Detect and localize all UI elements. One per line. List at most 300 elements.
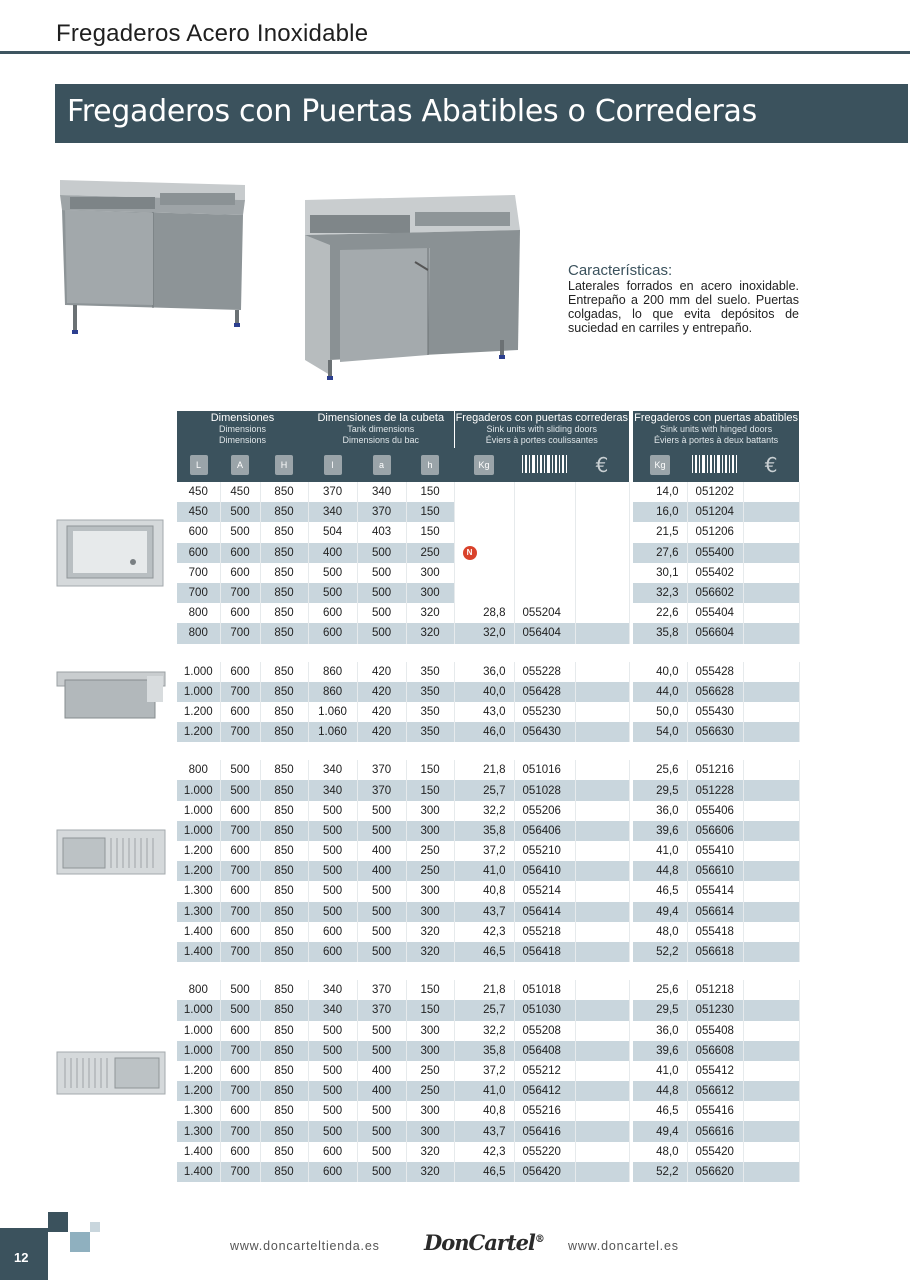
cell-sliding-code — [514, 563, 575, 583]
table-row — [177, 1142, 799, 1162]
cell-hinged-weight: 46,5 — [633, 1101, 687, 1121]
cell-tank-length: 500 — [308, 902, 357, 922]
cell-sliding-weight: 40,8 — [454, 1101, 514, 1121]
cell-sliding-weight: 35,8 — [454, 1041, 514, 1061]
cell-width: 600 — [220, 543, 260, 563]
cell-hinged-price — [743, 682, 799, 702]
cell-sliding-code: 055212 — [514, 1061, 575, 1081]
cell-sliding-weight: 32,2 — [454, 801, 514, 821]
cell-hinged-price — [743, 942, 799, 962]
table-row — [177, 482, 799, 502]
price-table — [177, 411, 799, 1182]
cell-tank-length: 500 — [308, 861, 357, 881]
table-row — [177, 1041, 799, 1061]
cell-tank-length: 340 — [308, 1000, 357, 1020]
cell-sliding-code: 055230 — [514, 702, 575, 722]
cell-tank-height: 300 — [406, 583, 454, 603]
cell-tank-width: 370 — [357, 502, 406, 522]
cell-hinged-code: 055410 — [687, 841, 743, 861]
cell-tank-length: 600 — [308, 1162, 357, 1182]
cell-length: 1.000 — [177, 662, 220, 682]
sink-top-single-bowl — [55, 518, 165, 590]
cell-sliding-code: 051030 — [514, 1000, 575, 1020]
cell-sliding-code: 056408 — [514, 1041, 575, 1061]
cell-hinged-weight: 36,0 — [633, 801, 687, 821]
cell-tank-width: 500 — [357, 1021, 406, 1041]
cell-width: 700 — [220, 861, 260, 881]
cell-tank-height: 320 — [406, 1162, 454, 1182]
cell-hinged-code: 051216 — [687, 760, 743, 780]
cell-length: 1.200 — [177, 841, 220, 861]
barcode-icon — [521, 454, 569, 474]
cell-height: 850 — [260, 662, 308, 682]
cell-sliding-price — [575, 522, 629, 542]
cell-length: 600 — [177, 522, 220, 542]
footer-squares-decoration — [48, 1210, 103, 1255]
table-row — [177, 760, 799, 780]
page-title: Fregaderos con Puertas Abatibles o Correderas — [67, 94, 757, 129]
cell-sliding-weight: 40,8 — [454, 881, 514, 901]
cell-tank-length: 500 — [308, 1081, 357, 1101]
weight-icon: Kg — [650, 455, 670, 475]
cell-sliding-code: 056414 — [514, 902, 575, 922]
cell-length: 1.400 — [177, 922, 220, 942]
cell-hinged-code: 051206 — [687, 522, 743, 542]
cell-tank-length: 500 — [308, 1101, 357, 1121]
cell-sliding-code: 055216 — [514, 1101, 575, 1121]
cell-height: 850 — [260, 702, 308, 722]
cell-length: 1.000 — [177, 1000, 220, 1020]
cell-hinged-weight: 44,0 — [633, 682, 687, 702]
brand-logo: DonCartel® — [424, 1230, 544, 1255]
cell-tank-length: 600 — [308, 623, 357, 643]
cell-width: 700 — [220, 682, 260, 702]
header-tank-dimensions: Dimensiones de la cubeta Tank dimensions Dimensions du bac — [308, 411, 454, 448]
cell-width: 600 — [220, 662, 260, 682]
cell-hinged-code: 056608 — [687, 1041, 743, 1061]
cell-hinged-price — [743, 902, 799, 922]
cell-height: 850 — [260, 522, 308, 542]
cell-height: 850 — [260, 1142, 308, 1162]
cell-height: 850 — [260, 543, 308, 563]
cell-tank-length: 1.060 — [308, 702, 357, 722]
cell-sliding-code: 056418 — [514, 942, 575, 962]
cell-tank-height: 350 — [406, 722, 454, 742]
cell-sliding-price — [575, 482, 629, 502]
cell-width: 700 — [220, 1162, 260, 1182]
cell-tank-length: 600 — [308, 603, 357, 623]
cell-sliding-price — [575, 1041, 629, 1061]
cell-sliding-code: 056416 — [514, 1121, 575, 1141]
cell-sliding-code — [514, 543, 575, 563]
length-icon: L — [190, 455, 208, 475]
cell-hinged-weight: 39,6 — [633, 1041, 687, 1061]
cell-tank-height: 150 — [406, 482, 454, 502]
cell-sliding-price — [575, 1061, 629, 1081]
cell-length: 1.200 — [177, 702, 220, 722]
table-row — [177, 922, 799, 942]
cell-hinged-code: 055402 — [687, 563, 743, 583]
features-heading: Características: — [568, 262, 673, 279]
cell-tank-width: 340 — [357, 482, 406, 502]
cell-sliding-weight: 42,3 — [454, 1142, 514, 1162]
cell-width: 700 — [220, 1081, 260, 1101]
cell-width: 600 — [220, 702, 260, 722]
tank-width-icon: a — [373, 455, 391, 475]
title-bar — [55, 84, 908, 143]
barcode-icon — [691, 454, 739, 474]
cell-sliding-code: 051016 — [514, 760, 575, 780]
cell-tank-width: 400 — [357, 841, 406, 861]
cell-tank-height: 150 — [406, 760, 454, 780]
cell-hinged-weight: 14,0 — [633, 482, 687, 502]
cell-hinged-weight: 29,5 — [633, 780, 687, 800]
cell-hinged-weight: 39,6 — [633, 821, 687, 841]
cell-tank-height: 320 — [406, 623, 454, 643]
section-title: Fregaderos Acero Inoxidable — [56, 20, 369, 47]
cell-tank-width: 400 — [357, 1061, 406, 1081]
table-row — [177, 1021, 799, 1041]
page-number: 12 — [14, 1250, 29, 1265]
cell-tank-width: 500 — [357, 1041, 406, 1061]
cell-length: 1.400 — [177, 942, 220, 962]
features-block — [568, 262, 799, 335]
cell-sliding-price — [575, 1121, 629, 1141]
cell-length: 800 — [177, 603, 220, 623]
cell-hinged-price — [743, 980, 799, 1000]
cell-hinged-price — [743, 623, 799, 643]
table-row — [177, 522, 799, 542]
cell-sliding-price — [575, 662, 629, 682]
cell-sliding-price — [575, 623, 629, 643]
cell-tank-length: 370 — [308, 482, 357, 502]
tank-length-icon: l — [324, 455, 342, 475]
cell-sliding-price — [575, 502, 629, 522]
footer-link-site[interactable]: www.doncartel.es — [568, 1239, 679, 1253]
section-spacer — [177, 962, 799, 980]
cell-tank-length: 600 — [308, 1142, 357, 1162]
table-row — [177, 980, 799, 1000]
cell-hinged-weight: 22,6 — [633, 603, 687, 623]
cell-length: 1.200 — [177, 861, 220, 881]
cell-tank-height: 250 — [406, 1081, 454, 1101]
table-row — [177, 543, 799, 563]
cell-sliding-code — [514, 502, 575, 522]
cell-tank-width: 400 — [357, 861, 406, 881]
cell-sliding-code — [514, 522, 575, 542]
cell-tank-width: 500 — [357, 1121, 406, 1141]
cell-hinged-weight: 52,2 — [633, 1162, 687, 1182]
cell-tank-length: 340 — [308, 980, 357, 1000]
cell-sliding-weight: 21,8 — [454, 760, 514, 780]
cell-tank-height: 150 — [406, 502, 454, 522]
cell-sliding-weight: 46,0 — [454, 722, 514, 742]
cell-length: 450 — [177, 482, 220, 502]
cell-width: 700 — [220, 821, 260, 841]
cell-sliding-weight: 46,5 — [454, 1162, 514, 1182]
table-row — [177, 801, 799, 821]
cell-hinged-price — [743, 482, 799, 502]
cell-length: 1.400 — [177, 1142, 220, 1162]
cell-hinged-weight: 44,8 — [633, 1081, 687, 1101]
cell-tank-height: 350 — [406, 702, 454, 722]
header-rule — [0, 51, 910, 54]
cell-hinged-weight: 29,5 — [633, 1000, 687, 1020]
cell-width: 600 — [220, 1061, 260, 1081]
cell-tank-width: 420 — [357, 662, 406, 682]
cell-sliding-price — [575, 760, 629, 780]
cell-hinged-code: 055430 — [687, 702, 743, 722]
cell-hinged-price — [743, 603, 799, 623]
cell-width: 500 — [220, 760, 260, 780]
cell-sliding-price — [575, 603, 629, 623]
footer-link-shop[interactable]: www.doncarteltienda.es — [230, 1239, 380, 1253]
cell-width: 500 — [220, 1000, 260, 1020]
table-row — [177, 1061, 799, 1081]
cell-tank-length: 600 — [308, 942, 357, 962]
cell-sliding-price — [575, 1101, 629, 1121]
cell-sliding-weight: 35,8 — [454, 821, 514, 841]
cell-tank-height: 300 — [406, 1121, 454, 1141]
cell-length: 1.300 — [177, 1101, 220, 1121]
cell-hinged-price — [743, 543, 799, 563]
cell-tank-length: 500 — [308, 1041, 357, 1061]
cell-hinged-price — [743, 502, 799, 522]
new-badge-icon: N — [463, 546, 477, 560]
cell-sliding-weight — [454, 583, 514, 603]
cell-hinged-code: 056614 — [687, 902, 743, 922]
cell-hinged-price — [743, 1061, 799, 1081]
cell-hinged-weight: 21,5 — [633, 522, 687, 542]
cell-hinged-code: 056628 — [687, 682, 743, 702]
cell-hinged-weight: 32,3 — [633, 583, 687, 603]
cell-hinged-price — [743, 1000, 799, 1020]
price-euro-icon: € — [595, 453, 609, 477]
cell-width: 450 — [220, 482, 260, 502]
cell-hinged-code: 055412 — [687, 1061, 743, 1081]
cell-hinged-price — [743, 563, 799, 583]
cell-hinged-price — [743, 1142, 799, 1162]
sink-cabinet-photo-hinged — [300, 190, 525, 385]
cell-tank-height: 300 — [406, 1041, 454, 1061]
cell-hinged-price — [743, 662, 799, 682]
cell-hinged-code: 051202 — [687, 482, 743, 502]
cell-width: 700 — [220, 623, 260, 643]
cell-length: 800 — [177, 623, 220, 643]
section-spacer — [177, 644, 799, 662]
cell-hinged-code: 055404 — [687, 603, 743, 623]
cell-width: 500 — [220, 780, 260, 800]
cell-tank-length: 500 — [308, 583, 357, 603]
cell-sliding-price — [575, 902, 629, 922]
cell-sliding-code: 056410 — [514, 861, 575, 881]
cell-length: 1.000 — [177, 1041, 220, 1061]
cell-sliding-weight — [454, 482, 514, 502]
cell-tank-length: 860 — [308, 682, 357, 702]
cell-sliding-code: 056406 — [514, 821, 575, 841]
cell-width: 500 — [220, 502, 260, 522]
cell-hinged-code: 055400 — [687, 543, 743, 563]
cell-hinged-price — [743, 722, 799, 742]
cell-height: 850 — [260, 1000, 308, 1020]
cell-sliding-price — [575, 543, 629, 563]
cell-length: 1.300 — [177, 1121, 220, 1141]
table-row — [177, 1000, 799, 1020]
header-sliding-doors: Fregaderos con puertas correderas Sink units with sliding doors Éviers à portes coulissantes — [454, 411, 629, 448]
price-euro-icon: € — [764, 453, 778, 477]
cell-hinged-price — [743, 583, 799, 603]
cell-sliding-weight: 41,0 — [454, 1081, 514, 1101]
cell-height: 850 — [260, 623, 308, 643]
table-row — [177, 623, 799, 643]
cell-sliding-price — [575, 861, 629, 881]
cell-tank-width: 500 — [357, 1162, 406, 1182]
cell-height: 850 — [260, 1041, 308, 1061]
cell-hinged-price — [743, 522, 799, 542]
cell-tank-width: 500 — [357, 543, 406, 563]
cell-sliding-price — [575, 1081, 629, 1101]
cell-height: 850 — [260, 821, 308, 841]
table-row — [177, 861, 799, 881]
cell-hinged-weight: 46,5 — [633, 881, 687, 901]
cell-height: 850 — [260, 980, 308, 1000]
cell-sliding-weight: 40,0 — [454, 682, 514, 702]
cell-tank-length: 500 — [308, 821, 357, 841]
cell-height: 850 — [260, 603, 308, 623]
weight-icon: Kg — [474, 455, 494, 475]
cell-tank-height: 300 — [406, 1021, 454, 1041]
cell-tank-length: 1.060 — [308, 722, 357, 742]
cell-hinged-price — [743, 780, 799, 800]
cell-hinged-code: 055408 — [687, 1021, 743, 1041]
cell-sliding-price — [575, 942, 629, 962]
cell-tank-width: 403 — [357, 522, 406, 542]
cell-height: 850 — [260, 482, 308, 502]
cell-length: 1.300 — [177, 902, 220, 922]
cell-hinged-weight: 30,1 — [633, 563, 687, 583]
cell-sliding-weight — [454, 563, 514, 583]
table-row — [177, 682, 799, 702]
cell-tank-height: 250 — [406, 861, 454, 881]
cell-height: 850 — [260, 841, 308, 861]
cell-tank-height: 300 — [406, 821, 454, 841]
header-hinged-doors: Fregaderos con puertas abatibles Sink units with hinged doors Éviers à portes à deux battants — [633, 411, 799, 448]
cell-hinged-weight: 48,0 — [633, 1142, 687, 1162]
cell-tank-width: 370 — [357, 1000, 406, 1020]
cell-hinged-code: 056602 — [687, 583, 743, 603]
cell-tank-height: 320 — [406, 942, 454, 962]
cell-tank-width: 370 — [357, 760, 406, 780]
cell-sliding-weight: 43,7 — [454, 1121, 514, 1141]
cell-tank-height: 320 — [406, 1142, 454, 1162]
cell-width: 600 — [220, 603, 260, 623]
cell-sliding-weight: 46,5 — [454, 942, 514, 962]
sink-top-deep-bowl — [55, 666, 167, 722]
cell-sliding-code: 056412 — [514, 1081, 575, 1101]
cell-sliding-code: 055206 — [514, 801, 575, 821]
cell-tank-length: 504 — [308, 522, 357, 542]
cell-tank-length: 500 — [308, 1121, 357, 1141]
cell-width: 600 — [220, 1142, 260, 1162]
cell-sliding-price — [575, 780, 629, 800]
cell-sliding-code — [514, 583, 575, 603]
cell-tank-width: 500 — [357, 563, 406, 583]
cell-tank-height: 250 — [406, 543, 454, 563]
cell-height: 850 — [260, 722, 308, 742]
cell-hinged-code: 055406 — [687, 801, 743, 821]
cell-height: 850 — [260, 1101, 308, 1121]
section-spacer — [177, 742, 799, 760]
cell-sliding-weight: 36,0 — [454, 662, 514, 682]
cell-height: 850 — [260, 801, 308, 821]
cell-tank-height: 320 — [406, 922, 454, 942]
cell-hinged-price — [743, 702, 799, 722]
cell-hinged-price — [743, 881, 799, 901]
cell-length: 800 — [177, 760, 220, 780]
cell-length: 1.200 — [177, 722, 220, 742]
table-row — [177, 722, 799, 742]
cell-tank-width: 500 — [357, 1101, 406, 1121]
cell-width: 600 — [220, 801, 260, 821]
cell-sliding-weight: 42,3 — [454, 922, 514, 942]
table-row — [177, 1101, 799, 1121]
cell-hinged-weight: 49,4 — [633, 902, 687, 922]
cell-height: 850 — [260, 881, 308, 901]
cell-width: 600 — [220, 922, 260, 942]
cell-tank-height: 250 — [406, 1061, 454, 1081]
cell-sliding-price — [575, 801, 629, 821]
cell-tank-width: 420 — [357, 722, 406, 742]
cell-hinged-code: 055428 — [687, 662, 743, 682]
cell-hinged-code: 051228 — [687, 780, 743, 800]
table-row — [177, 1162, 799, 1182]
cell-tank-height: 250 — [406, 841, 454, 861]
cell-sliding-weight — [454, 543, 514, 563]
cell-length: 700 — [177, 563, 220, 583]
cell-sliding-weight: 37,2 — [454, 841, 514, 861]
cell-hinged-code: 056630 — [687, 722, 743, 742]
cell-height: 850 — [260, 1081, 308, 1101]
cell-sliding-price — [575, 583, 629, 603]
table-row — [177, 881, 799, 901]
cell-hinged-price — [743, 1021, 799, 1041]
cell-hinged-weight: 50,0 — [633, 702, 687, 722]
cell-hinged-price — [743, 861, 799, 881]
cell-hinged-weight: 52,2 — [633, 942, 687, 962]
cell-tank-height: 150 — [406, 780, 454, 800]
cell-width: 600 — [220, 841, 260, 861]
cell-tank-width: 420 — [357, 682, 406, 702]
cell-tank-width: 500 — [357, 942, 406, 962]
cell-sliding-price — [575, 980, 629, 1000]
cell-length: 1.000 — [177, 821, 220, 841]
cell-sliding-weight: 25,7 — [454, 1000, 514, 1020]
cell-length: 1.000 — [177, 801, 220, 821]
cell-length: 1.200 — [177, 1081, 220, 1101]
cell-hinged-code: 055414 — [687, 881, 743, 901]
cell-hinged-price — [743, 760, 799, 780]
cell-tank-width: 500 — [357, 623, 406, 643]
cell-height: 850 — [260, 1121, 308, 1141]
cell-hinged-code: 056604 — [687, 623, 743, 643]
cell-tank-width: 500 — [357, 922, 406, 942]
cell-height: 850 — [260, 502, 308, 522]
cell-tank-length: 400 — [308, 543, 357, 563]
cell-sliding-price — [575, 1021, 629, 1041]
cell-hinged-code: 056616 — [687, 1121, 743, 1141]
cell-height: 850 — [260, 922, 308, 942]
cell-tank-height: 350 — [406, 662, 454, 682]
